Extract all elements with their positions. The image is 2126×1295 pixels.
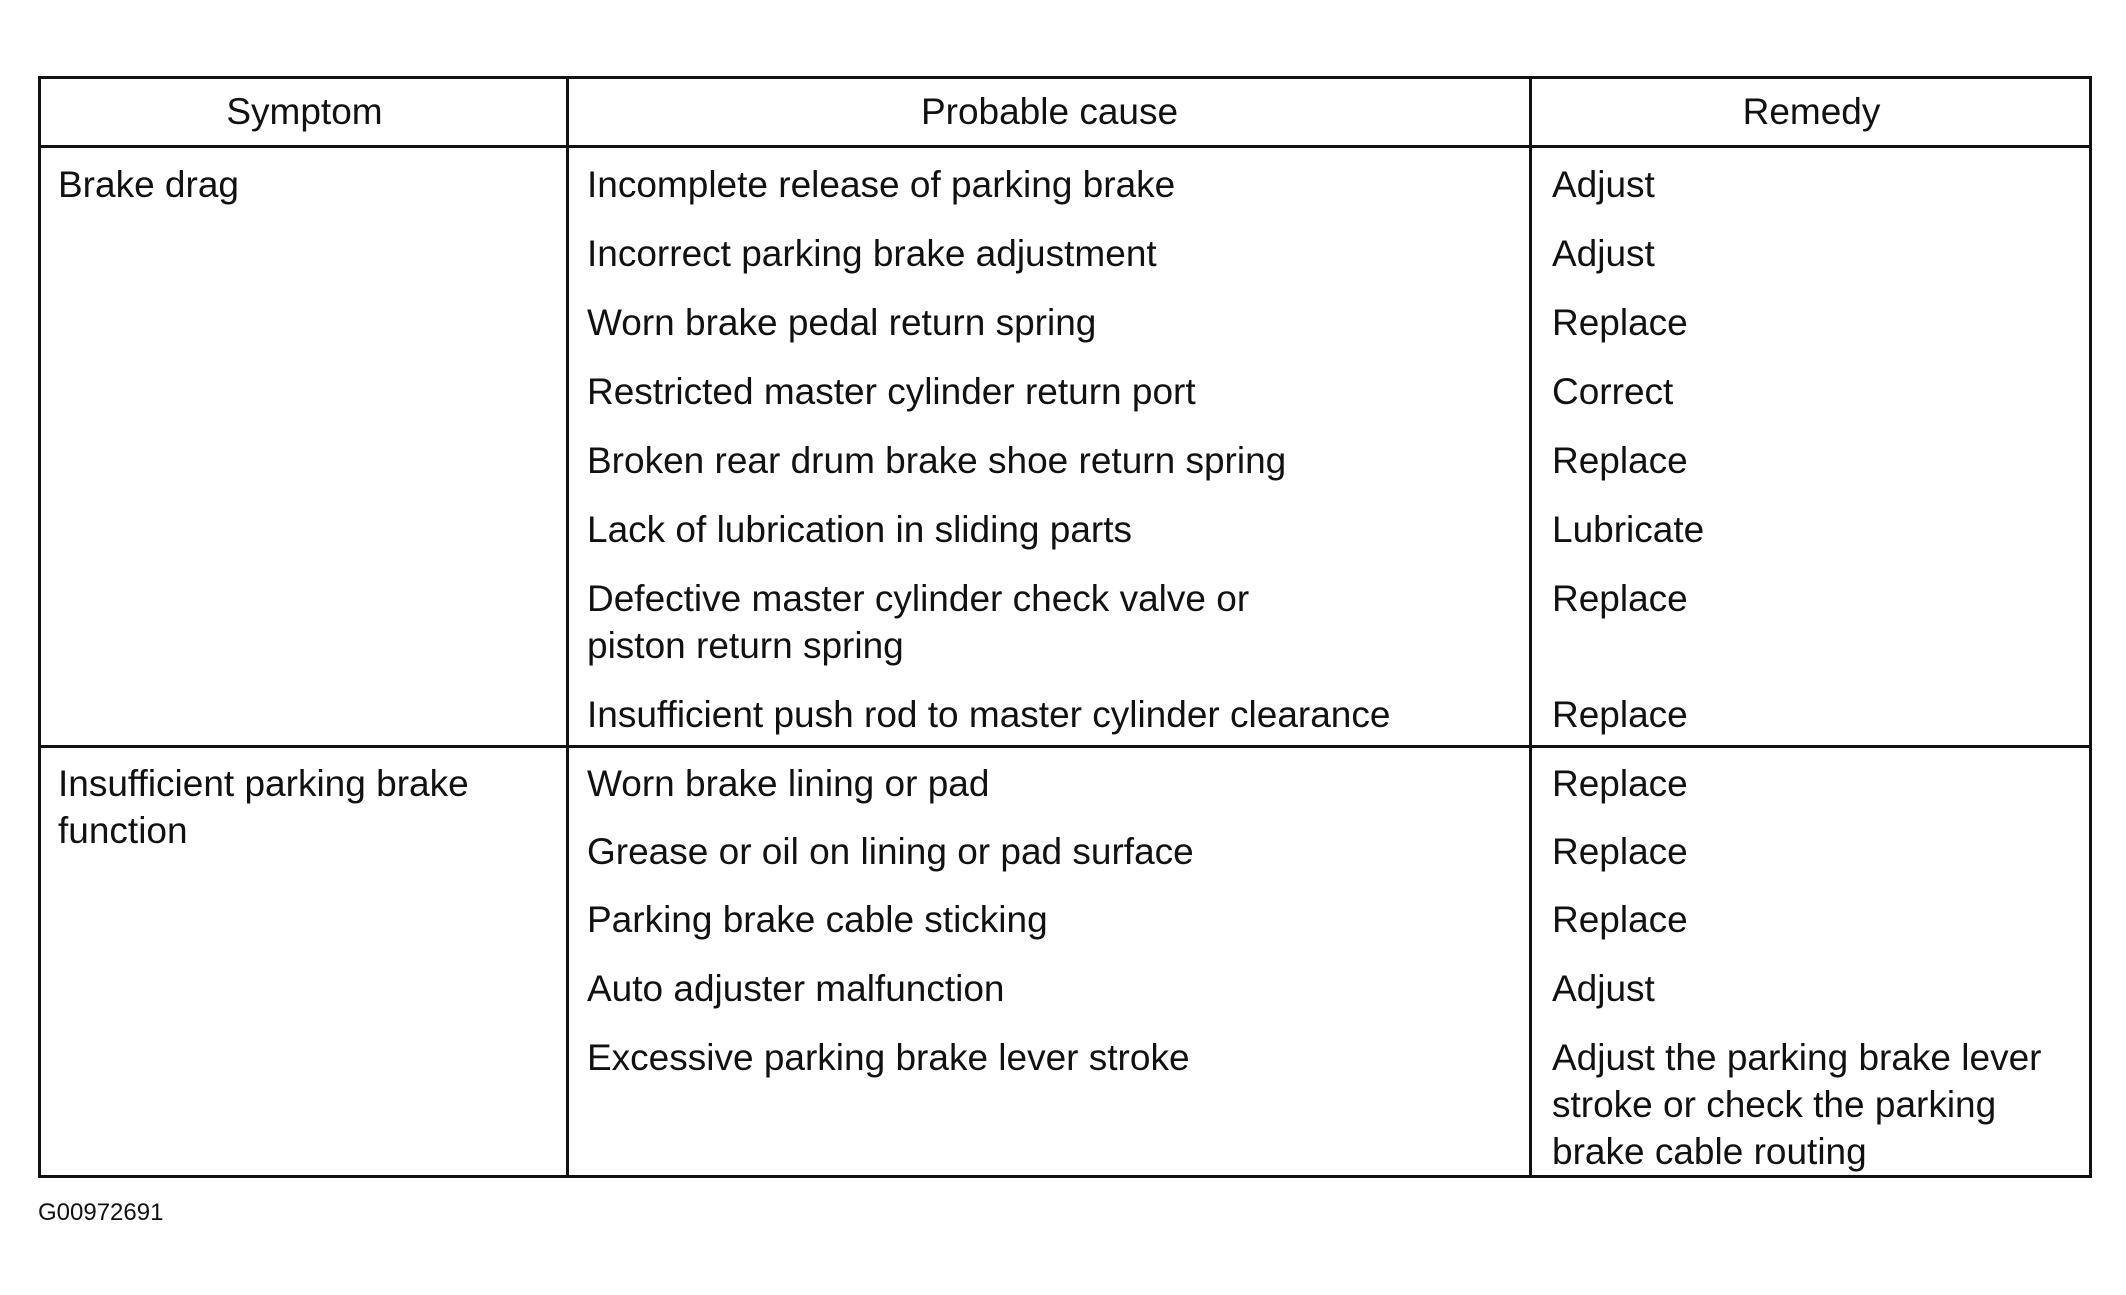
cause-cell: Insufficient push rod to master cylinder clearance bbox=[587, 694, 1391, 735]
column-divider-2 bbox=[1529, 79, 1532, 1175]
remedy-cell: Adjust the parking brake lever stroke or check the parking brake cable routing bbox=[1552, 1037, 2042, 1172]
symptom-insufficient-parking-brake: Insufficient parking brake function bbox=[58, 763, 469, 851]
remedy-cell: Replace bbox=[1552, 440, 1688, 481]
cause-cell: Defective master cylinder check valve or piston return spring bbox=[587, 578, 1250, 666]
cause-cell: Excessive parking brake lever stroke bbox=[587, 1037, 1190, 1078]
cause-cell: Parking brake cable sticking bbox=[587, 899, 1048, 940]
header-symptom: Symptom bbox=[226, 91, 383, 132]
table-header-row bbox=[41, 79, 2089, 148]
remedy-cell: Replace bbox=[1552, 831, 1688, 872]
remedy-cell: Replace bbox=[1552, 578, 1688, 619]
remedy-cell: Replace bbox=[1552, 694, 1688, 735]
remedy-cell: Correct bbox=[1552, 371, 1674, 412]
troubleshooting-table bbox=[38, 76, 2092, 1178]
group-divider bbox=[41, 745, 2089, 748]
remedy-cell: Adjust bbox=[1552, 968, 1655, 1009]
cause-cell: Restricted master cylinder return port bbox=[587, 371, 1196, 412]
cause-cell: Lack of lubrication in sliding parts bbox=[587, 509, 1133, 550]
cause-cell: Auto adjuster malfunction bbox=[587, 968, 1005, 1009]
cause-cell: Worn brake pedal return spring bbox=[587, 302, 1097, 343]
remedy-cell: Replace bbox=[1552, 899, 1688, 940]
cause-cell: Broken rear drum brake shoe return spring bbox=[587, 440, 1287, 481]
figure-code: G00972691 bbox=[38, 1199, 164, 1226]
header-probable-cause: Probable cause bbox=[920, 91, 1179, 132]
header-remedy: Remedy bbox=[1742, 91, 1881, 132]
cause-cell: Incorrect parking brake adjustment bbox=[587, 233, 1157, 274]
remedy-cell: Adjust bbox=[1552, 233, 1655, 274]
symptom-brake-drag: Brake drag bbox=[58, 164, 239, 205]
cause-cell: Grease or oil on lining or pad surface bbox=[587, 831, 1194, 872]
cause-cell: Worn brake lining or pad bbox=[587, 763, 990, 804]
column-divider-1 bbox=[566, 79, 569, 1175]
remedy-cell: Replace bbox=[1552, 763, 1688, 804]
remedy-cell: Adjust bbox=[1552, 164, 1655, 205]
remedy-cell: Replace bbox=[1552, 302, 1688, 343]
cause-cell: Incomplete release of parking brake bbox=[587, 164, 1176, 205]
remedy-cell: Lubricate bbox=[1552, 509, 1705, 550]
